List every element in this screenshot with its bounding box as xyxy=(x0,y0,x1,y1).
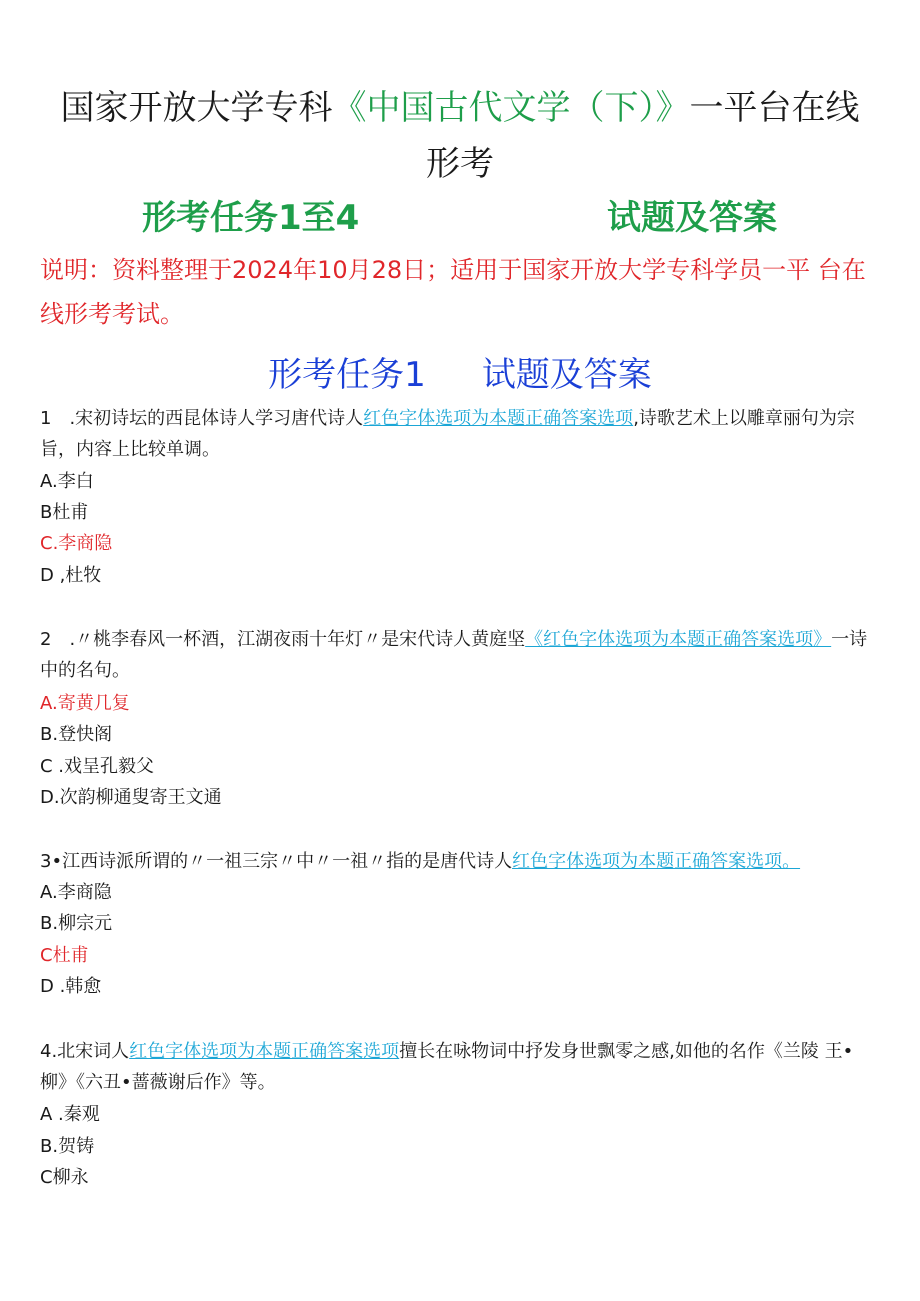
question-2-option-d: D.次韵柳通叟寄王文通 xyxy=(40,787,222,808)
question-text: 2 .〃桃李春风一杯酒，江湖夜雨十年灯〃是宋代诗人黄庭坚 xyxy=(40,629,526,650)
section-title-task: 形考任务1 xyxy=(268,355,426,395)
question-3 xyxy=(40,846,876,877)
question-text: 4.北宋词人 xyxy=(40,1041,130,1062)
question-4-option-a: A .秦观 xyxy=(40,1104,100,1125)
question-1 xyxy=(40,403,876,465)
answer-placeholder-link[interactable]: 红色字体选项为本题正确答案选项 xyxy=(363,408,634,429)
question-3-option-a: A.李商隐 xyxy=(40,882,112,903)
question-3-option-d: D .韩愈 xyxy=(40,976,102,997)
description-note: 说明：资料整理于2024年10月28日；适用于国家开放大学专科学员一平 台在线形考考试。 xyxy=(40,256,866,328)
section-title-answers: 试题及答案 xyxy=(481,355,652,395)
question-2-option-c: C .戏呈孔毅父 xyxy=(40,756,155,777)
question-1-option-d: D ,杜牧 xyxy=(40,565,102,586)
title-course-name: 《中国古代文学（下）》 xyxy=(332,88,690,128)
question-4-option-c: C柳永 xyxy=(40,1167,89,1188)
subtitle-answers: 试题及答案 xyxy=(607,198,777,238)
subtitle-tasks: 形考任务1至4 xyxy=(142,198,360,238)
question-text: 3•江西诗派所谓的〃一祖三宗〃中〃一祖〃指的是唐代诗人 xyxy=(40,851,513,872)
document-title xyxy=(30,80,890,136)
answer-placeholder-link[interactable]: 《红色字体选项为本题正确答案选项》 xyxy=(525,629,832,650)
question-2 xyxy=(40,624,876,686)
question-3-option-c-correct: C杜甫 xyxy=(40,945,89,966)
question-text: 1 .宋初诗坛的西昆体诗人学习唐代诗人 xyxy=(40,408,364,429)
answer-placeholder-link[interactable]: 红色字体选项为本题正确答案选项。 xyxy=(512,851,801,872)
answer-placeholder-link[interactable]: 红色字体选项为本题正确答案选项 xyxy=(129,1041,400,1062)
question-4-option-b: B.贺铸 xyxy=(40,1136,95,1157)
question-text-tail: 擅长在咏物词中抒发身世飘零之感,如他的名作《兰陵 王•柳》《六丑•蔷薇谢后作》等。 xyxy=(40,1041,854,1093)
question-2-option-a-correct: A.寄黄几复 xyxy=(40,693,130,714)
question-4 xyxy=(40,1036,876,1098)
document-title-line2: 形考 xyxy=(426,144,494,184)
question-1-option-c-correct: C.李商隐 xyxy=(40,533,113,554)
question-text-tail: 一诗 中的名句。 xyxy=(40,629,868,681)
question-2-option-b: B.登快阁 xyxy=(40,724,113,745)
title-suffix: 一平台在线 xyxy=(689,88,860,128)
section-title xyxy=(0,350,920,400)
question-3-option-b: B.柳宗元 xyxy=(40,913,113,934)
question-1-option-b: B杜甫 xyxy=(40,502,89,523)
question-1-option-a: A.李白 xyxy=(40,471,94,492)
question-text-tail: ,诗歌艺术上以雕章丽句为宗旨，内容上比较单调。 xyxy=(40,408,855,460)
title-prefix: 国家开放大学专科 xyxy=(60,88,333,128)
